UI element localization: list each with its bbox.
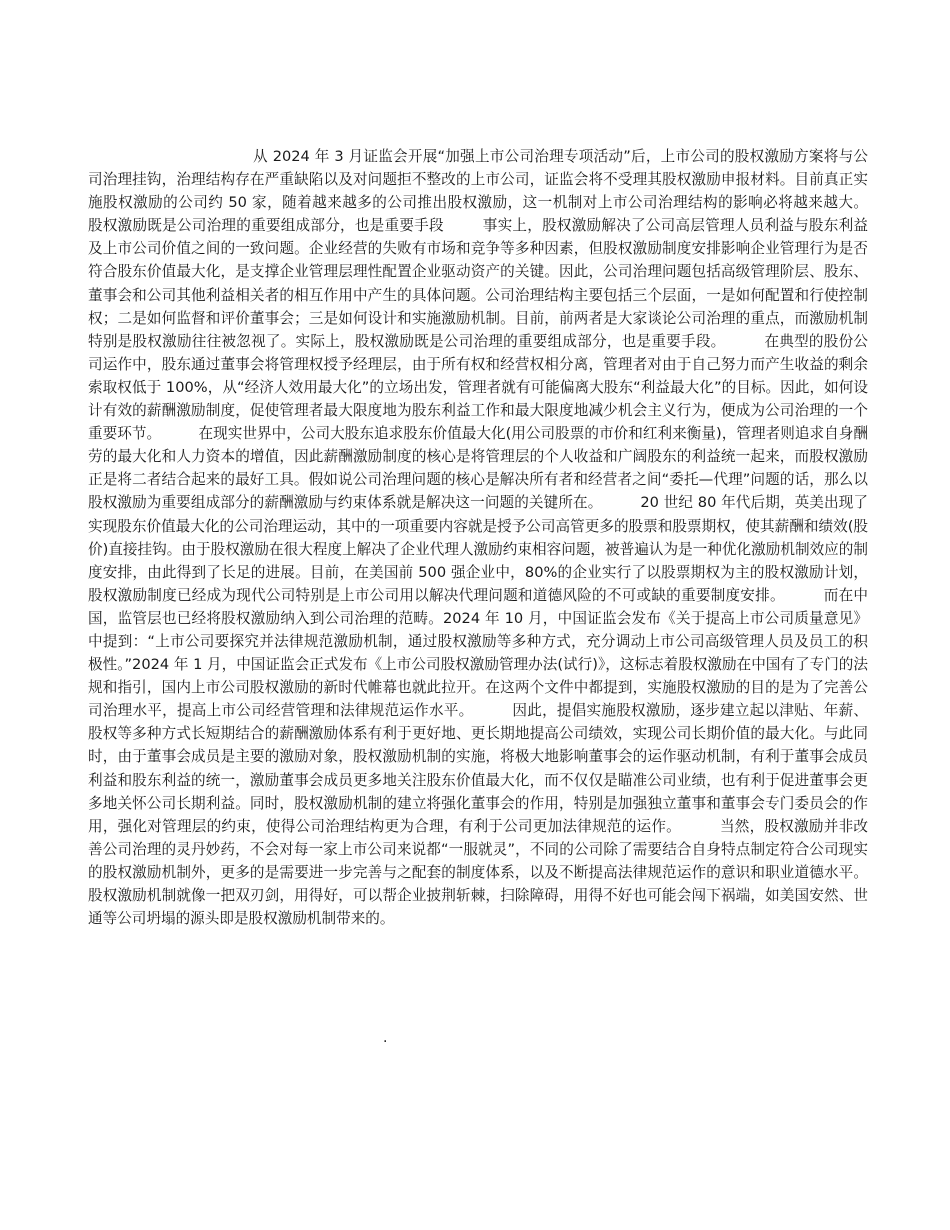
body-paragraph: 从 2024 年 3 月证监会开展“加强上市公司治理专项活动”后，上市公司的股权激励方案将与公司治理挂钩，治理结构存在严重缺陷以及对问题拒不整改的上市公司，证监会将不受理其股权激励申报材料。目前真正实施股权激励的公司约 50 家，随着越来越多的公司推出股权激励，这一机制对上市公司治理结构的影响必将越来越大。 股权激励既是公司治理的重要组成部分，也是重要手段 事实上，股权激励解决了公司高层管理人员利益与股东利益及上市公司价值之间的一致问题。企业经营的失败有市场和竞争等多种因素，但股权激励制度安排影响企业管理行为是否符合股东价值最大化，是支撑企业管理层理性配置企业驱动资产的关键。因此，公司治理问题包括高级管理阶层、股东、董事会和公司其他利益相关者的相互作用中产生的具体问题。公司治理结构主要包括三个层面，一是如何配置和行使控制权；二是如何监督和评价董事会；三是如何设计和实施激励机制。目前，前两者是大家谈论公司治理的重点，而激励机制特别是股权激励往往被忽视了。实际上，股权激励既是公司治理的重要组成部分，也是重要手段。 在典型的股份公司运作中，股东通过董事会将管理权授予经理层，由于所有权和经营权相分离，管理者对由于自己努力而产生收益的剩余索取权低于 100%，从“经济人效用最大化”的立场出发，管理者就有可能偏离大股东“利益最大化”的目标。因此，如何设计有效的薪酬激励制度，促使管理者最大限度地为股东利益工作和最大限度地减少机会主义行为，便成为公司治理的一个重要环节。 在现实世界中，公司大股东追求股东价值最大化(用公司股票的市价和红利来衡量)，管理者则追求自身酬劳的最大化和人力资本的增值，因此薪酬激励制度的核心是将管理层的个人收益和广阔股东的利益统一起来，而股权激励正是将二者结合起来的最好工具。假如说公司治理问题的核心是解决所有者和经营者之间“委托—代理”问题的话，那么以股权激励为重要组成部分的薪酬激励与约束体系就是解决这一问题的关键所在。 20 世纪 80 年代后期，英美出现了实现股东价值最大化的公司治理运动，其中的一项重要内容就是授予公司高管更多的股票和股票期权，使其薪酬和绩效(股价)直接挂钩。由于股权激励在很大程度上解决了企业代理人激励约束相容问题，被普遍认为是一种优化激励机制效应的制度安排，由此得到了长足的进展。目前，在美国前 500 强企业中，80%的企业实行了以股票期权为主的股权激励计划，股权激励制度已经成为现代公司特别是上市公司用以解决代理问题和道德风险的不可或缺的重要制度安排。 而在中国，监管层也已经将股权激励纳入到公司治理的范畴。2024 年 10 月，中国证监会发布《关于提高上市公司质量意见》中提到：“上市公司要探究并法律规范激励机制，通过股权激励等多种方式，充分调动上市公司高级管理人员及员工的积极性。”2024 年 1 月，中国证监会正式发布《上市公司股权激励管理办法(试行)》，这标志着股权激励在中国有了专门的法规和指引，国内上市公司股权激励的新时代帷幕也就此拉开。在这两个文件中都提到，实施股权激励的目的是为了完善公司治理水平，提高上市公司经营管理和法律规范运作水平。 因此，提倡实施股权激励，逐步建立起以津贴、年薪、股权等多种方式长短期结合的薪酬激励体系有利于更好地、更长期地提高公司绩效，实现公司长期价值的最大化。与此同时，由于董事会成员是主要的激励对象，股权激励机制的实施，将极大地影响董事会的运作驱动机制，有利于董事会成员利益和股东利益的统一，激励董事会成员更多地关注股东价值最大化，而不仅仅是瞄准公司业绩，也有利于促进董事会更多地关怀公司长期利益。同时，股权激励机制的建立将强化董事会的作用，特别是加强独立董事和董事会专门委员会的作用，强化对管理层的约束，使得公司治理结构更为合理，有利于公司更加法律规范的运作。 当然，股权激励并非改善公司治理的灵丹妙药，不会对每一家上市公司来说都“一服就灵”，不同的公司除了需要结合自身特点制定符合公司现实的股权激励机制外，更多的是需要进一步完善与之配套的制度体系，以及不断提高法律规范运作的意识和职业道德水平。股权激励机制就像一把双刃剑，用得好，可以帮企业披荆斩棘，扫除障碍，用得不好也可能会闯下祸端，如美国安然、世通等公司坍塌的源头即是股权激励机制带来的。 [88,148,915,928]
footer-mark: . [383,1030,388,1046]
